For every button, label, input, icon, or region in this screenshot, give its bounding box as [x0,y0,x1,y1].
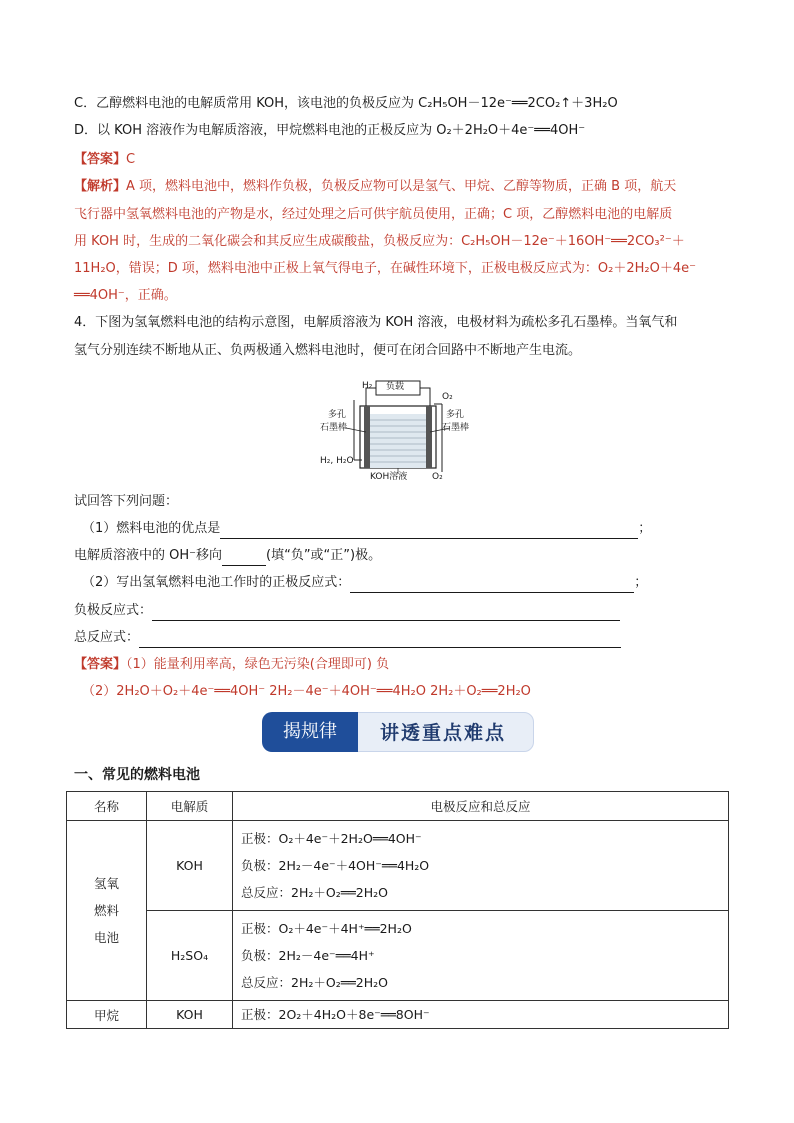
label-h2-h2o: H₂, H₂O [320,456,354,466]
answer-tag: 【答案】 [74,152,127,167]
section-title: 一、常见的燃料电池 [74,767,200,783]
label-o2-out: O₂ [432,472,443,482]
cell-hydrogen-oxygen: 氢氧 燃料 电池 [67,821,147,1001]
label-load: 负载 [386,382,405,392]
answer-blank-3[interactable] [350,578,634,593]
table-row [67,1001,729,1029]
answer-blank-2[interactable] [222,551,266,566]
label-o2-in: O₂ [442,392,453,402]
table-header-row [67,792,729,821]
analysis-tag: 【解析】 [74,179,127,194]
answer-1 [74,150,135,170]
table-row [67,821,729,911]
prompt-text: 试回答下列问题： [74,494,179,509]
label-koh-solution: KOH溶液 [370,472,408,482]
analysis-line-3: 用 KOH 时，生成的二氧化碳会和其反应生成碳酸盐，负极反应为：C₂H₅OH－12e⁻＋16OH⁻══2CO₃²⁻＋ [74,234,685,249]
answer-2-line-1: 【答案】（1）能量利用率高，绿色无污染(合理即可) 负 [74,657,390,672]
banner-right: 讲透重点难点 [352,712,534,752]
analysis-text: A 项，燃料电池中，燃料作负极，负极反应物可以是氢气、甲烷、乙醇等物质，正确 B 项，航天 [126,179,677,194]
total-reaction-prompt: 总反应式： [74,628,621,648]
cell-koh: KOH [147,821,233,911]
answer-value: C [126,152,136,167]
analysis-line-5: ══4OH⁻，正确。 [74,288,177,303]
cell-koh-reactions: 正极：O₂＋4e⁻＋2H₂O══4OH⁻ 负极：2H₂－4e⁻＋4OH⁻══4H₂O 总反应：2H₂＋O₂══2H₂O [233,821,729,911]
question-option-c: C．乙醇燃料电池的电解质常用 KOH，该电池的负极反应为 C₂H₅OH－12e⁻══2CO₂↑＋3H₂O [74,96,618,111]
question-1: （1）燃料电池的优点是 ； [82,519,651,539]
analysis-line-4: 11H₂O，错误；D 项，燃料电池中正极上氧气得电子，在碱性环境下，正极电极反应式为：O₂＋2H₂O＋4e⁻ [74,261,696,276]
label-graphite-left: 石墨棒 [320,423,348,433]
answer-2-line-2: （2）2H₂O＋O₂＋4e⁻══4OH⁻ 2H₂－4e⁻＋4OH⁻══4H₂O 2H₂＋O₂══2H₂O [82,684,531,699]
header-name: 名称 [67,792,147,821]
question-4-line-2: 氢气分别连续不断地从正、负两极通入燃料电池时，便可在闭合回路中不断地产生电流。 [74,343,582,358]
answer-blank-4[interactable] [152,606,620,621]
cell-methane-koh: KOH [147,1001,233,1029]
question-4-line-1: 4．下图为氢氧燃料电池的结构示意图，电解质溶液为 KOH 溶液，电极材料为疏松多孔石墨棒。当氧气和 [74,315,678,330]
fuel-cell-table [66,791,729,1029]
answer-2-tag: 【答案】 [74,657,127,672]
label-graphite-right: 石墨棒 [442,423,470,433]
analysis-line-1 [74,177,676,197]
cell-h2so4-reactions: 正极：O₂＋4e⁻＋4H⁺══2H₂O 负极：2H₂－4e⁻══4H⁺ 总反应：2H₂＋O₂══2H₂O [233,911,729,1001]
fuel-cell-diagram [318,380,478,486]
answer-blank-1[interactable] [220,524,638,539]
negative-electrode-prompt: 负极反应式： [74,601,620,621]
cell-methane-reactions: 正极：2O₂＋4H₂O＋8e⁻══8OH⁻ [233,1001,729,1029]
answer-blank-5[interactable] [139,633,621,648]
header-reactions: 电极反应和总反应 [233,792,729,821]
analysis-line-2: 飞行器中氢氧燃料电池的产物是水，经过处理之后可供宇航员使用，正确；C 项，乙醇燃料电池的电解质 [74,207,673,222]
section-banner [262,712,534,752]
table-row [67,911,729,1001]
label-porous-left: 多孔 [328,410,347,420]
label-porous-right: 多孔 [446,410,465,420]
cell-methane: 甲烷 [67,1001,147,1029]
question-2: （2）写出氢氧燃料电池工作时的正极反应式： ； [82,573,647,593]
cell-h2so4: H₂SO₄ [147,911,233,1001]
question-option-d: D．以 KOH 溶液作为电解质溶液，甲烷燃料电池的正极反应为 O₂＋2H₂O＋4e⁻══4OH⁻ [74,123,586,138]
banner-left: 揭规律 [262,712,358,752]
label-h2-in: H₂ [362,381,373,391]
header-electrolyte: 电解质 [147,792,233,821]
question-1b: 电解质溶液中的 OH⁻移向 (填“负”或“正”)极。 [74,546,381,566]
